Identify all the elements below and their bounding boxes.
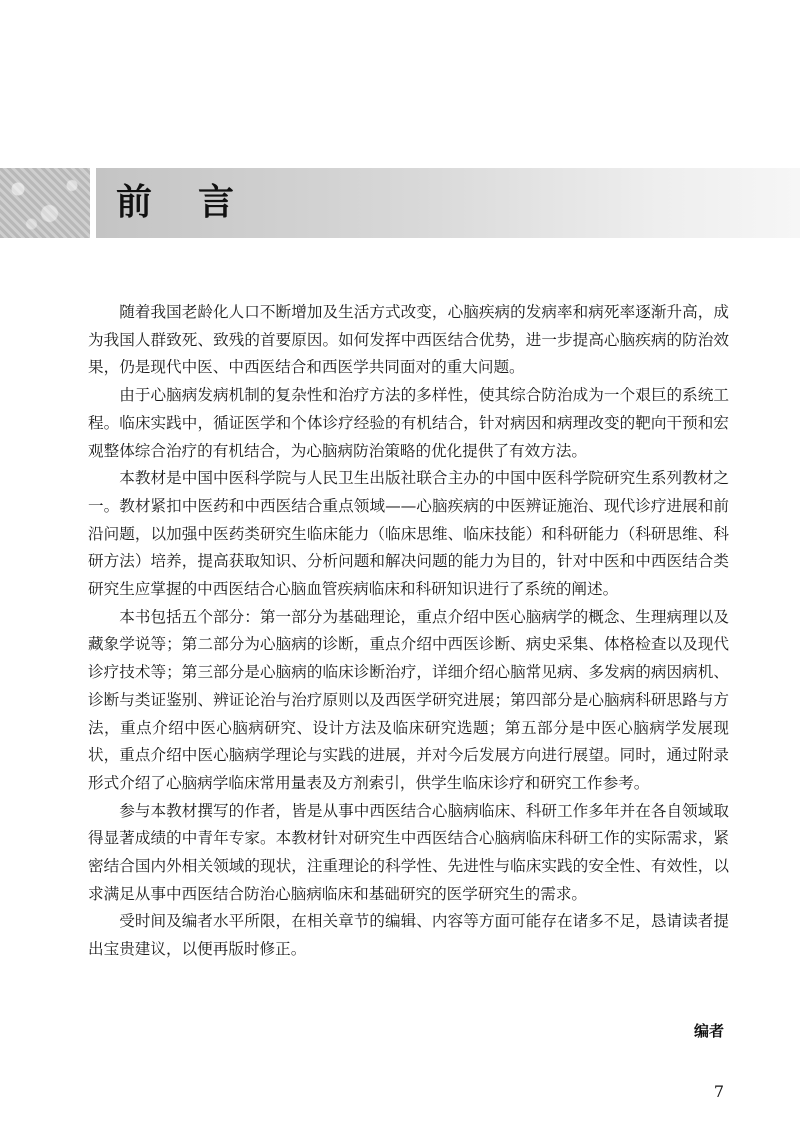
decorative-pattern-icon bbox=[0, 168, 90, 238]
chapter-header-band bbox=[0, 168, 800, 238]
page-title: 前言 bbox=[116, 182, 281, 223]
paragraph: 受时间及编者水平所限，在相关章节的编辑、内容等方面可能存在诸多不足，恳请读者提出宝贵建议，以便再版时修正。 bbox=[88, 912, 729, 959]
paragraph: 本书包括五个部分：第一部分为基础理论，重点介绍中医心脑病学的概念、生理病理以及藏象学说等；第二部分为心脑病的诊断，重点介绍中西医诊断、病史采集、体格检查以及现代诊疗技术等；第三部分是心脑病的临床诊断治疗，详细介绍心脑常见病、多发病的病因病机、诊断与类证鉴别、辨证论治与治疗原则以及西医学研究进展；第四部分是心脑病科研思路与方法，重点介绍中医心脑病研究、设计方法及临床研究选题；第五部分是中医心脑病学发展现状，重点介绍中医心脑病学理论与实践的进展，并对今后发展方向进行展望。同时，通过附录形式介绍了心脑病学临床常用量表及方剂索引，供学生临床诊疗和研究工作参考。 bbox=[88, 607, 729, 792]
paragraph: 随着我国老龄化人口不断增加及生活方式改变，心脑疾病的发病率和病死率逐渐升高，成为我国人群致死、致残的首要原因。如何发挥中西医结合优势，进一步提高心脑疾病的防治效果，仍是现代中医、中西医结合和西医学共同面对的重大问题。 bbox=[88, 303, 729, 377]
paragraph: 本教材是中国中医科学院与人民卫生出版社联合主办的中国中医科学院研究生系列教材之一。教材紧扣中医药和中西医结合重点领域——心脑疾病的中医辨证施治、现代诊疗进展和前沿问题，以加强中医药类研究生临床能力（临床思维、临床技能）和科研能力（科研思维、科研方法）培养，提高获取知识、分析问题和解决问题的能力为目的，针对中医和中西医结合类研究生应掌握的中西医结合心脑血管疾病临床和科研知识进行了系统的阐述。 bbox=[88, 469, 729, 599]
paragraph: 参与本教材撰写的作者，皆是从事中西医结合心脑病临床、科研工作多年并在各自领域取得显著成绩的中青年专家。本教材针对研究生中西医结合心脑病临床科研工作的实际需求，紧密结合国内外相关领域的现状，注重理论的科学性、先进性与临床实践的安全性、有效性，以求满足从事中西医结合防治心脑病临床和基础研究的医学研究生的需求。 bbox=[88, 801, 729, 903]
title-bar bbox=[96, 168, 800, 238]
author-signature: 编者 bbox=[693, 1022, 724, 1040]
page-number: 7 bbox=[713, 1082, 724, 1101]
paragraph: 由于心脑病发病机制的复杂性和治疗方法的多样性，使其综合防治成为一个艰巨的系统工程。临床实践中，循证医学和个体诊疗经验的有机结合，针对病因和病理改变的靶向干预和宏观整体综合治疗的有机结合，为心脑病防治策略的优化提供了有效方法。 bbox=[88, 386, 729, 460]
preface-body bbox=[88, 299, 729, 964]
